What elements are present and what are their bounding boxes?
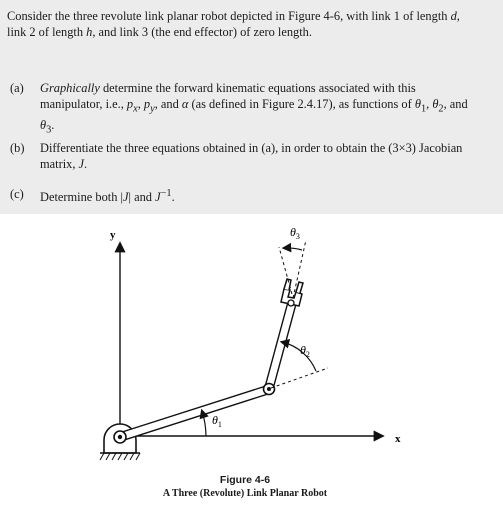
theta2-arc: [282, 342, 316, 371]
part-b-text: Differentiate the three equations obtained in (a), in order to obtain the (3×3) Jacobian matrix, J.: [40, 141, 463, 171]
figure-title: A Three (Revolute) Link Planar Robot: [162, 488, 328, 499]
problem-intro: [7, 8, 477, 40]
problem-statement: [0, 0, 503, 214]
part-c-text: Determine both |J| and $J^{-1}$.: [40, 188, 175, 205]
part-a-text: Graphically determine the forward kinematic equations associated with this manipulator, i.e., $p_x$, $p_y$, and α (as defined in Figure 2.4.17), as functions of $\theta_1$, $\theta_2$, and $\theta_3$.: [40, 81, 468, 136]
theta1-label: $\theta_1$: [212, 413, 222, 429]
link1-extension-line: [271, 368, 328, 388]
theta2-label: $\theta_2$: [300, 343, 310, 359]
theta3-label: $\theta_3$: [290, 225, 300, 241]
figure-number: Figure 4-6: [219, 474, 271, 486]
y-axis-label: y: [110, 229, 116, 241]
part-b-label: (b): [10, 141, 25, 155]
x-axis-label: x: [395, 433, 401, 445]
joint-2-pin: [267, 387, 271, 391]
part-c-label: (c): [10, 187, 24, 201]
intro-text: Consider the three revolute link planar robot depicted in Figure 4-6, with link 1 of length d, link 2 of length h, and link 3 (the end effector) of zero length.: [7, 9, 460, 39]
part-a-label: (a): [10, 81, 24, 95]
link-1: [119, 385, 271, 441]
robot-diagram: [0, 214, 503, 474]
joint-3: [288, 300, 294, 306]
theta3-arc: [284, 248, 302, 250]
joint-1-pin: [118, 435, 122, 439]
